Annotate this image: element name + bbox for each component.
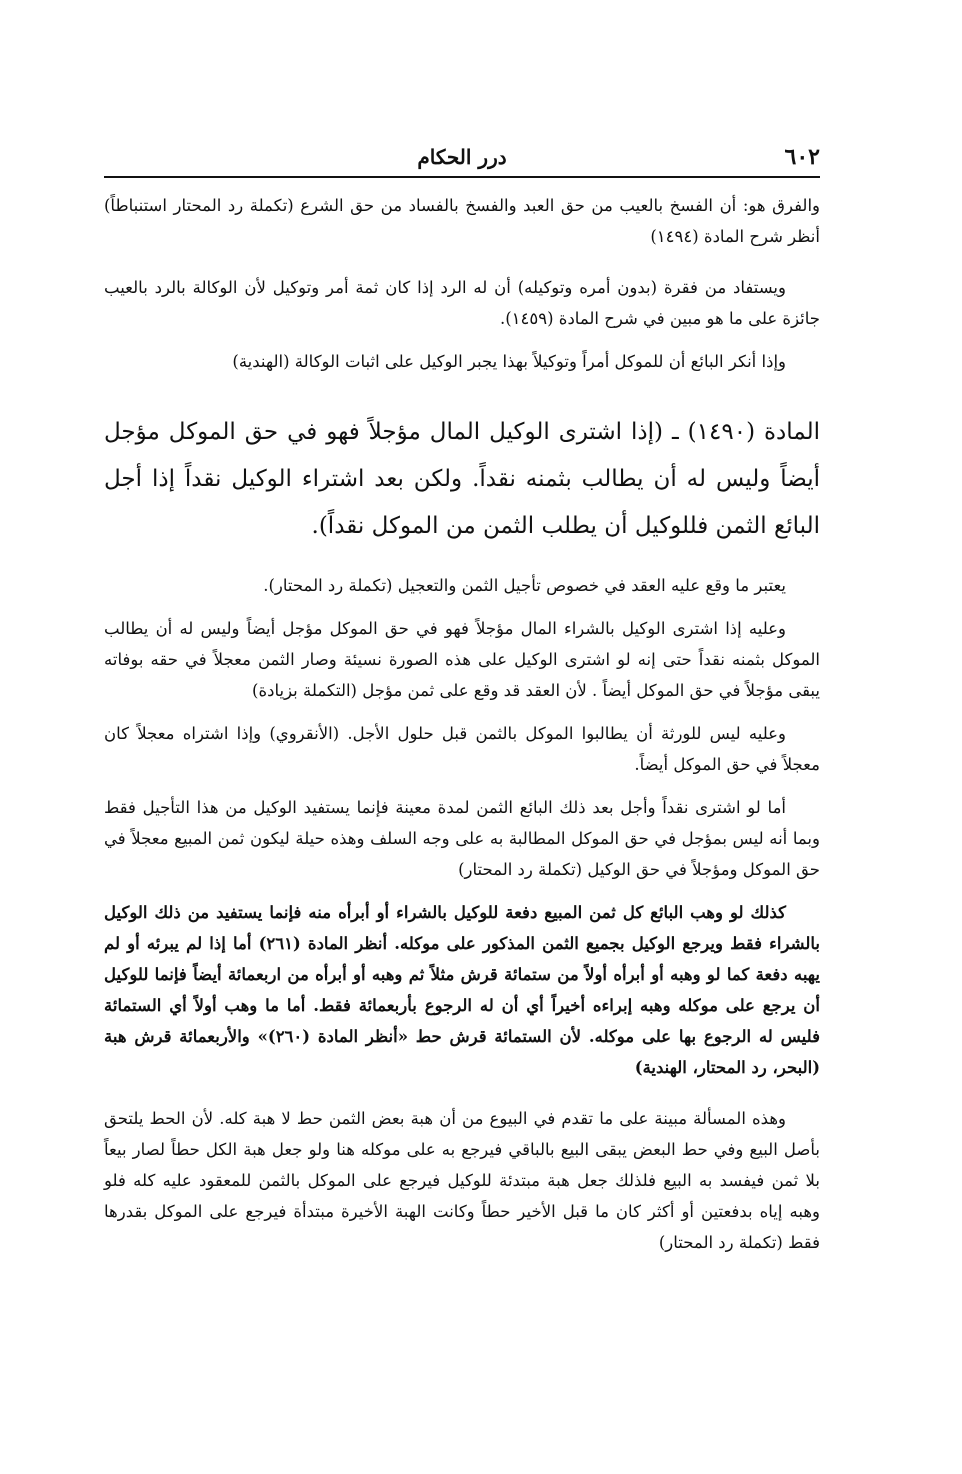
running-title: درر الحكام (417, 145, 507, 169)
paragraph-9: وهذه المسألة مبينة على ما تقدم في البيوع من أن هبة بعض الثمن حط لا هبة كله. لأن الحط يلتحق بأصل البيع وفي حط البعض يبقى البيع بالباقي فيرجع به على موكله هنا ولو جعل هبة الكل حطاً لصار بيعاً بلا ثمن فيفسد به البيع فلذلك جعل هبة مبتدئة للوكيل فيرجع على الموكل بالثمن للمعقود عليه كله فلو وهبه إياه بدفعتين أو أكثر كان ما قبل الأخير حطاً وكانت الهبة الأخيرة مبتدأة فيرجع على الموكل بقدرها فقط (تكملة رد المحتار) (104, 1109, 820, 1252)
page-header (104, 142, 820, 178)
page-number: ٦٠٢ (784, 144, 820, 170)
paragraph-3: وإذا أنكر البائع أن للموكل أمراً وتوكيلاً بهذا يجبر الوكيل على اثبات الوكالة (الهندية) (232, 352, 786, 371)
paragraph-1: والفرق هو: أن الفسخ بالعيب من حق العبد والفسخ بالفساد من حق الشرع (تكملة رد المحتار استنباطاً) أنظر شرح المادة (١٤٩٤) (104, 196, 820, 246)
article-1490-text: المادة (١٤٩٠) ـ (إذا اشترى الوكيل المال مؤجلاً فهو في حق الموكل مؤجل أيضاً وليس له أن يطالب بثمنه نقداً. ولكن بعد اشتراء الوكيل نقداً إذا أجل البائع الثمن فللوكيل أن يطلب الثمن من الموكل نقداً). (104, 419, 820, 539)
spacer (104, 377, 820, 409)
spacer (104, 780, 820, 792)
paragraph-7: أما لو اشترى نقداً وأجل بعد ذلك البائع الثمن لمدة معينة فإنما يستفيد الوكيل من هذا التأجيل فقط وبما أنه ليس بمؤجل في حق الموكل المطالبة به على وجه السلف وهذه حيلة ليكون ثمن المبيع معجلاً في حق الموكل ومؤجلاً في حق الوكيل (تكملة رد المحتار) (104, 798, 820, 879)
spacer (104, 706, 820, 718)
spacer (104, 334, 820, 346)
spacer (104, 550, 820, 570)
paragraph-2: ويستفاد من فقرة (بدون أمره وتوكيله) أن له الرد إذا كان ثمة أمر وتوكيل لأن الوكالة بالرد بالعيب جائزة على ما هو مبين في شرح المادة (١٤٥٩). (104, 278, 820, 328)
paragraph-5: وعليه إذا اشترى الوكيل بالشراء المال مؤجلاً فهو في حق الموكل مؤجل أيضاً وليس له أن يطالب الموكل بثمنه نقداً حتى إنه لو اشترى الوكيل على هذه الصورة نسيئة وصار الثمن معجلاً في حقه بوفاته يبقى مؤجلاً في حق الموكل أيضاً . لأن العقد قد وقع على ثمن مؤجل (التكملة بزيادة) (104, 619, 820, 700)
spacer (104, 1083, 820, 1103)
paragraph-4: يعتبر ما وقع عليه العقد في خصوص تأجيل الثمن والتعجيل (تكملة رد المحتار). (263, 576, 786, 595)
spacer (104, 885, 820, 897)
page-body (104, 190, 820, 1258)
spacer (104, 252, 820, 272)
paragraph-8: كذلك لو وهب البائع كل ثمن المبيع دفعة للوكيل بالشراء أو أبرأه منه فإنما يستفيد من ذلك الوكيل بالشراء فقط ويرجع الوكيل بجميع الثمن المذكور على موكله. أنظر المادة (٢٦١) أما إذا لم يبرئه أو لم يهبه دفعة كما لو وهبه أو أبرأه أولاً من ستمائة قرش مثلاً ثم وهبه أو أبرأه من اربعمائة أيضاً فإنما للوكيل أن يرجع على موكله وهبه إبراءه أخيراً أي أن له الرجوع بأربعمائة فقط. أما ما وهب أولاً أي الستمائة فليس له الرجوع بها على موكله. لأن الستمائة قرش حط «أنظر المادة (٢٦٠)» والأربعمائة قرش هبة (البحر، رد المحتار، الهندية) (104, 903, 820, 1077)
spacer (104, 601, 820, 613)
paragraph-6: وعليه ليس للورثة أن يطالبوا الموكل بالثمن قبل حلول الأجل. (الأنقروي) وإذا اشتراه معجلاً كان معجلاً في حق الموكل أيضاً. (104, 724, 820, 774)
